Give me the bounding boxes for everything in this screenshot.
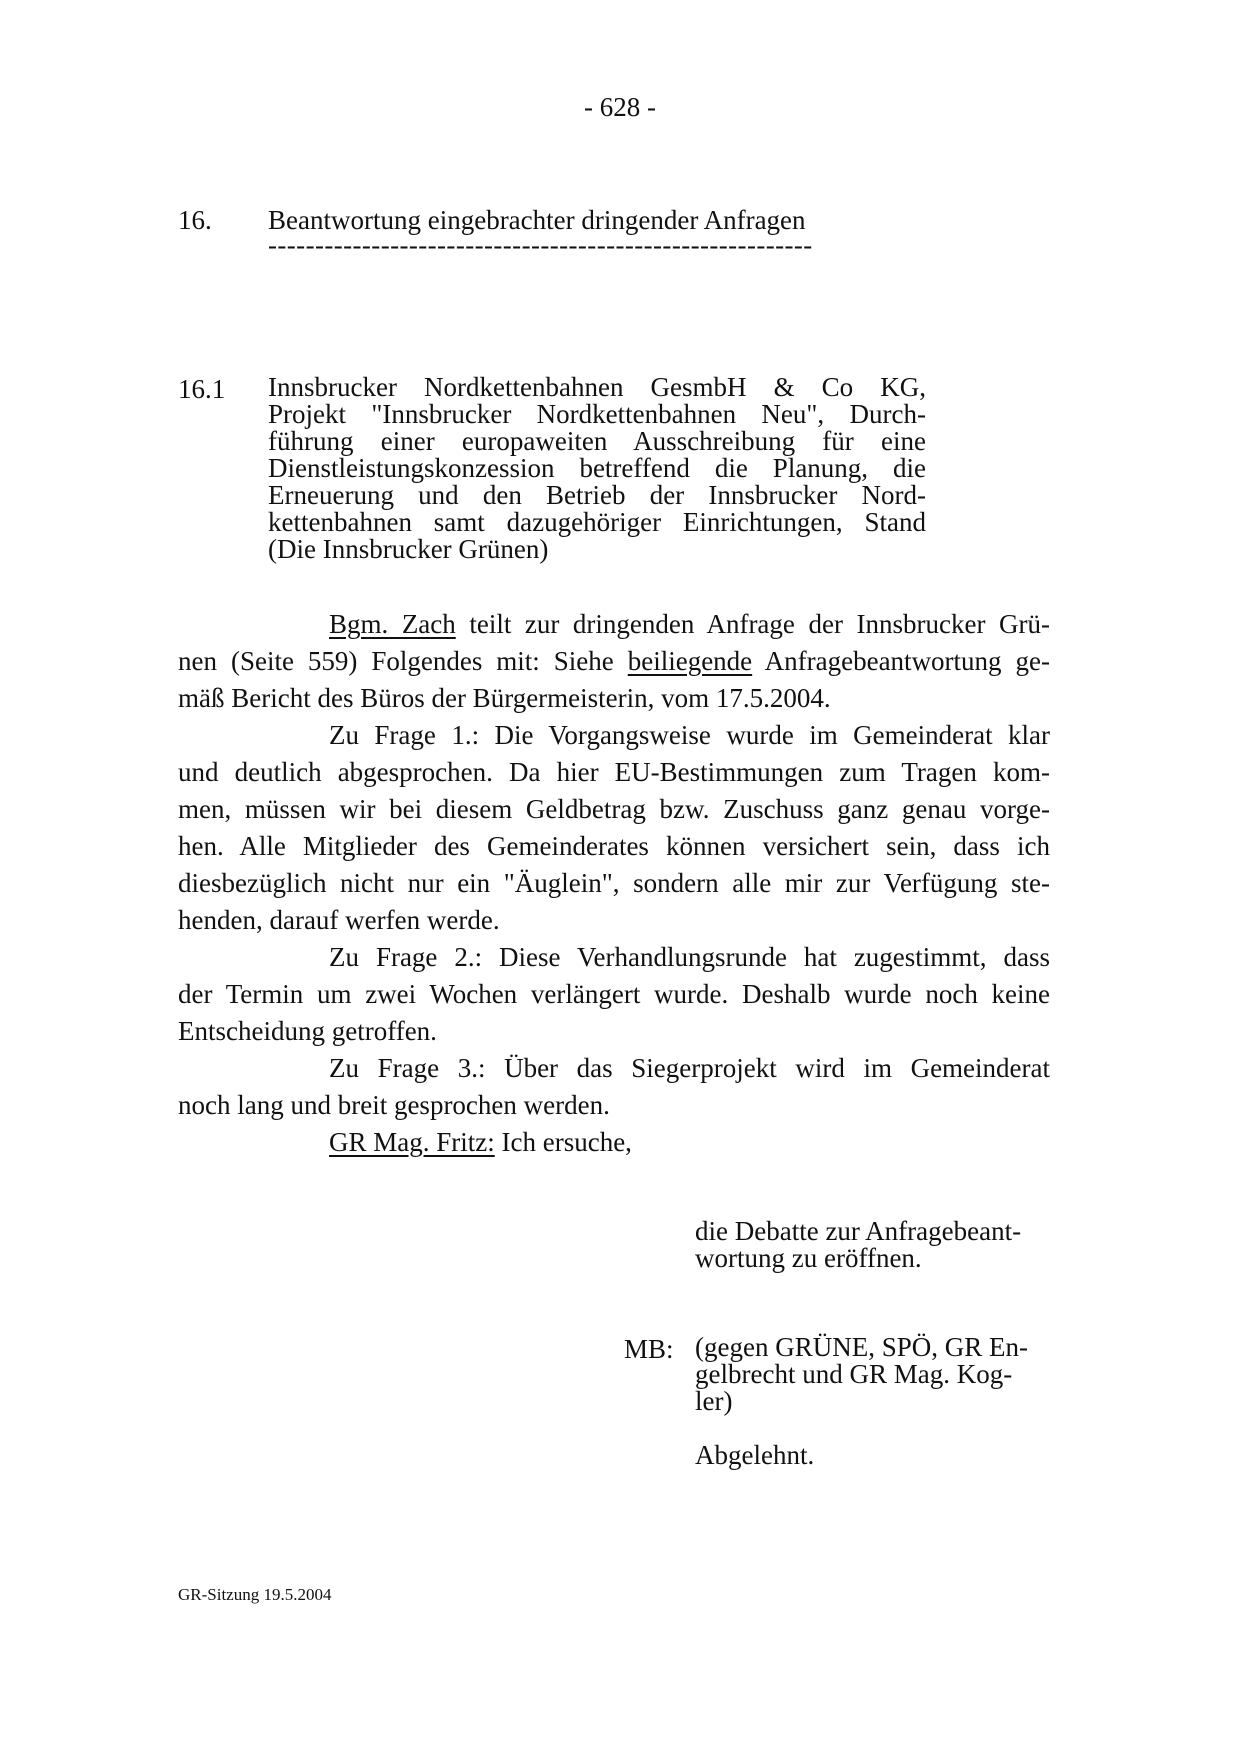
subsection-title-line: kettenbahnen samt dazugehöriger Einrichtungen, Stand xyxy=(268,507,926,537)
subsection-title-line: Dienstleistungskonzession betreffend die Planung, die xyxy=(268,453,926,483)
paragraph-text: Zu Frage 3.: Über das Siegerprojekt wird im Gemeinderat xyxy=(329,1053,1050,1083)
paragraph-line: Entscheidung getroffen. xyxy=(178,1016,437,1046)
paragraph-motion-request xyxy=(178,1124,1050,1161)
paragraph-line: men, müssen wir bei diesem Geldbetrag bzw. Zuschuss ganz genau vorge- xyxy=(178,794,1050,824)
paragraph-mayor-answer xyxy=(178,606,1050,717)
attachment-reference: beiliegende xyxy=(627,646,753,676)
paragraph-line xyxy=(178,1124,1050,1161)
body-text xyxy=(178,606,1050,1161)
vote-details xyxy=(695,1334,1065,1415)
vote-line: gelbrecht und GR Mag. Kog- xyxy=(695,1359,1013,1389)
vote-result: Abgelehnt. xyxy=(695,1440,815,1470)
vote-line: ler) xyxy=(695,1386,733,1416)
paragraph-line xyxy=(178,717,1050,754)
paragraph-line xyxy=(178,643,1050,680)
paragraph-question-1 xyxy=(178,717,1050,939)
speaker-name: Bgm. Zach xyxy=(329,609,456,639)
vote-line: (gegen GRÜNE, SPÖ, GR En- xyxy=(695,1332,1028,1362)
motion-line: wortung zu eröffnen. xyxy=(695,1243,922,1273)
subsection-title xyxy=(268,374,926,563)
paragraph-question-3 xyxy=(178,1050,1050,1124)
subsection-title-line: Projekt "Innsbrucker Nordkettenbahnen Neu", Durch- xyxy=(268,399,926,429)
subsection-title-line: (Die Innsbrucker Grünen) xyxy=(268,534,549,564)
paragraph-text: teilt zur dringenden Anfrage der Innsbrucker Grü- xyxy=(455,609,1050,639)
page-number: - 628 - xyxy=(584,92,656,122)
footer-session-date: GR-Sitzung 19.5.2004 xyxy=(178,1585,332,1604)
paragraph-line: noch lang und breit gesprochen werden. xyxy=(178,1090,610,1120)
paragraph-text: Ich ersuche, xyxy=(494,1127,632,1157)
section-number: 16. xyxy=(178,205,212,235)
motion-text xyxy=(695,1218,1065,1272)
paragraph-question-2 xyxy=(178,939,1050,1050)
paragraph-line xyxy=(178,606,1050,643)
paragraph-line: henden, darauf werfen werde. xyxy=(178,905,500,935)
paragraph-line: und deutlich abgesprochen. Da hier EU-Bestimmungen zum Tragen kom- xyxy=(178,757,1050,787)
section-title: Beantwortung eingebrachter dringender Anfragen xyxy=(268,205,806,235)
section-separator: ---------------------------------------------------------- xyxy=(268,230,813,260)
subsection-title-line: Erneuerung und den Betrieb der Innsbrucker Nord- xyxy=(268,480,926,510)
subsection-number: 16.1 xyxy=(178,374,226,404)
subsection-title-line: führung einer europaweiten Ausschreibung für eine xyxy=(268,426,926,456)
paragraph-line xyxy=(178,1050,1050,1087)
paragraph-line: diesbezüglich nicht nur ein "Äuglein", sondern alle mir zur Verfügung ste- xyxy=(178,868,1050,898)
paragraph-line: der Termin um zwei Wochen verlängert wurde. Deshalb wurde noch keine xyxy=(178,979,1050,1009)
paragraph-line: hen. Alle Mitglieder des Gemeinderates können versichert sein, dass ich xyxy=(178,831,1050,861)
speaker-name: GR Mag. Fritz: xyxy=(329,1127,495,1157)
paragraph-text: Anfragebeantwortung ge- xyxy=(752,646,1050,676)
paragraph-line xyxy=(178,939,1050,976)
subsection-title-line: Innsbrucker Nordkettenbahnen GesmbH & Co KG, xyxy=(268,372,926,402)
motion-line: die Debatte zur Anfragebeant- xyxy=(695,1216,1022,1246)
paragraph-text: Zu Frage 1.: Die Vorgangsweise wurde im Gemeinderat klar xyxy=(329,720,1050,750)
paragraph-line: mäß Bericht des Büros der Bürgermeisterin, vom 17.5.2004. xyxy=(178,683,831,713)
paragraph-text: Zu Frage 2.: Diese Verhandlungsrunde hat zugestimmt, dass xyxy=(329,942,1050,972)
vote-label: MB: xyxy=(624,1334,674,1364)
paragraph-text: nen (Seite 559) Folgendes mit: Siehe xyxy=(178,646,628,676)
